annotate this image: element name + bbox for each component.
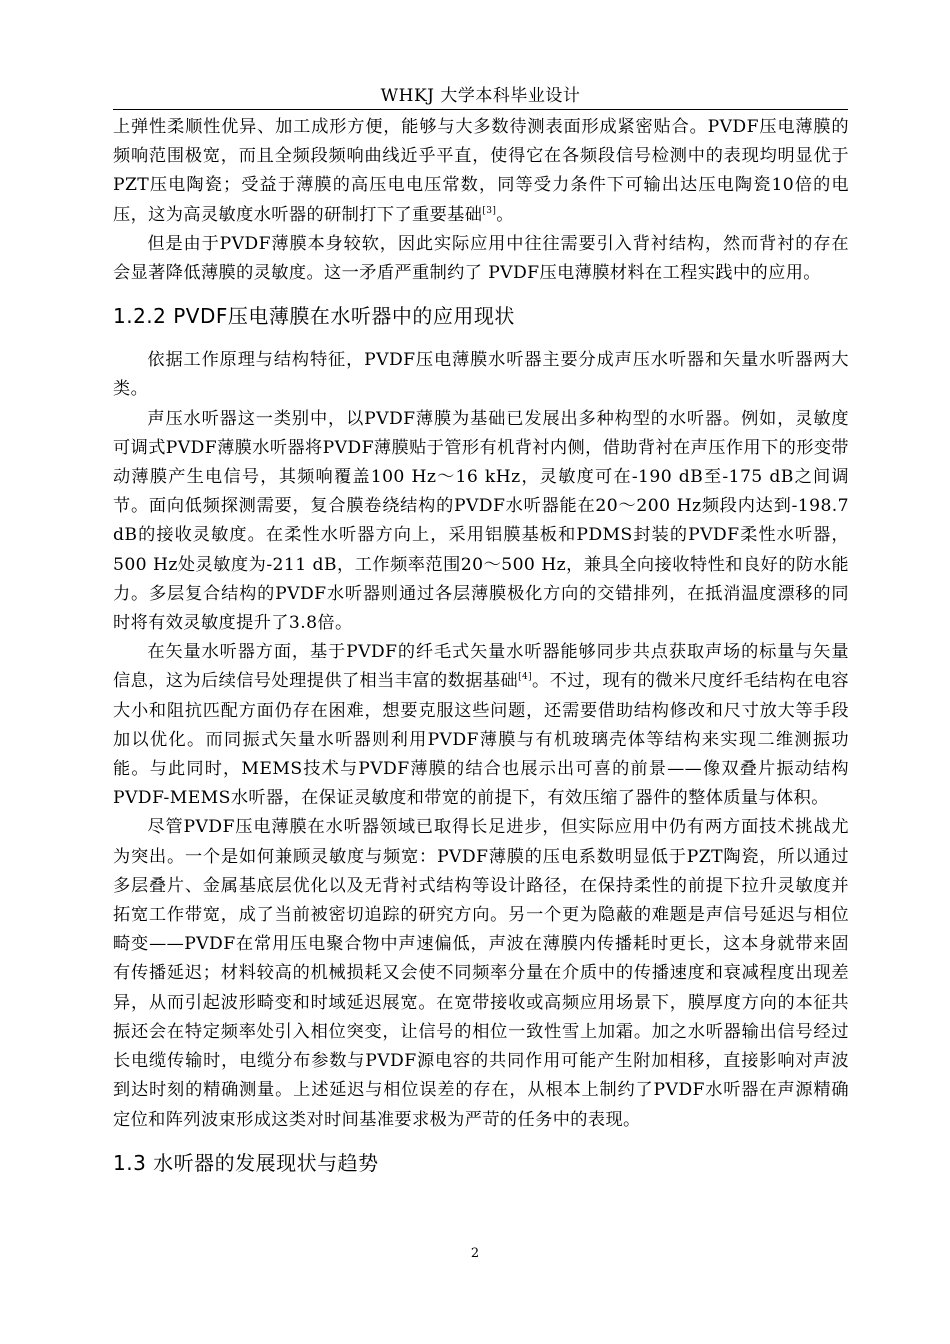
paragraph-vector-hydrophones [113,638,849,813]
paragraph-pvdf-advantages [113,113,849,230]
page-number: 2 [470,1246,480,1261]
paragraph-text-end: 。 [496,204,514,225]
paragraph-text: 上弹性柔顺性优异、加工成形方便，能够与大多数待测表面形成紧密贴合。PVDF压电薄膜的频响范围极宽，而且全频段频响曲线近乎平直，使得它在各频段信号检测中的表现均明显优于PZT压电陶瓷；受益于薄膜的高压电电压常数，同等受力条件下可输出达压电陶瓷10倍的电压，这为高灵敏度水听器的研制打下了重要基础 [113,117,849,225]
paragraph-technical-challenges: 尽管PVDF压电薄膜在水听器领域已取得长足进步，但实际应用中仍有两方面技术挑战尤为突出。一个是如何兼顾灵敏度与频宽：PVDF薄膜的压电系数明显低于PZT陶瓷，所以通过多层叠片、金属基底层优化以及无背衬式结构等设计路径，在保持柔性的前提下拉升灵敏度并拓宽工作带宽，成了当前被密切追踪的研究方向。另一个更为隐蔽的难题是声信号延迟与相位畸变——PVDF在常用压电聚合物中声速偏低，声波在薄膜内传播耗时更长，这本身就带来固有传播延迟；材料较高的机械损耗又会使不同频率分量在介质中的传播速度和衰减程度出现差异，从而引起波形畸变和时域延迟展宽。在宽带接收或高频应用场景下，膜厚度方向的本征共振还会在特定频率处引入相位突变，让信号的相位一致性雪上加霜。加之水听器输出信号经过长电缆传输时，电缆分布参数与PVDF源电容的共同作用可能产生附加相移，直接影响对声波到达时刻的精确测量。上述延迟与相位误差的存在，从根本上制约了PVDF水听器在声源精确定位和阵列波束形成这类对时间基准要求极为严苛的任务中的表现。 [113,817,849,1130]
citation-ref: [4] [518,672,533,683]
running-header: WHKJ 大学本科毕业设计 [380,86,581,106]
paragraph-backing-limitation: 但是由于PVDF薄膜本身较软，因此实际应用中往往需要引入背衬结构，然而背衬的存在会显著降低薄膜的灵敏度。这一矛盾严重制约了 PVDF压电薄膜材料在工程实践中的应用。 [113,233,849,284]
paragraph-text: 在矢量水听器方面，基于PVDF的纤毛式矢量水听器能够同步共点获取声场的标量与矢量信息，这为后续信号处理提供了相当丰富的数据基础 [113,642,849,692]
section-heading-1-3: 1.3 水听器的发展现状与趋势 [113,1150,379,1175]
paragraph-hydrophone-types: 依据工作原理与结构特征，PVDF压电薄膜水听器主要分成声压水听器和矢量水听器两大类。 [113,350,849,400]
body-text [113,113,849,1177]
header-rule [113,109,848,110]
section-heading-1-2-2: 1.2.2 PVDF压电薄膜在水听器中的应用现状 [113,304,515,329]
paragraph-text-end: 。不过，现有的微米尺度纤毛结构在电容大小和阻抗匹配方面仍存在困难，想要克服这些问题，还需要借助结构修改和尺寸放大等手段加以优化。而同振式矢量水听器则利用PVDF薄膜与有机玻璃壳体等结构来实现二维测振功能。与此同时，MEMS技术与PVDF薄膜的结合也展示出可喜的前景——像双叠片振动结构PVDF-MEMS水听器，在保证灵敏度和带宽的前提下，有效压缩了器件的整体质量与体积。 [113,671,850,809]
citation-ref: [3] [482,205,497,216]
paragraph-pressure-hydrophones: 声压水听器这一类别中，以PVDF薄膜为基础已发展出多种构型的水听器。例如，灵敏度可调式PVDF薄膜水听器将PVDF薄膜贴于管形有机背衬内侧，借助背衬在声压作用下的形变带动薄膜产生电信号，其频响覆盖100 Hz～16 kHz，灵敏度可在-190 dB至-175 dB之间调节。面向低频探测需要，复合膜卷绕结构的PVDF水听器能在20～200 Hz频段内达到-198.7 dB的接收灵敏度。在柔性水听器方向上，采用铝膜基板和PDMS封装的PVDF柔性水听器，500 Hz处灵敏度为-211 dB，工作频率范围20～500 Hz，兼具全向接收特性和良好的防水能力。多层复合结构的PVDF水听器则通过各层薄膜极化方向的交错排列，在抵消温度漂移的同时将有效灵敏度提升了3.8倍。 [113,408,849,634]
